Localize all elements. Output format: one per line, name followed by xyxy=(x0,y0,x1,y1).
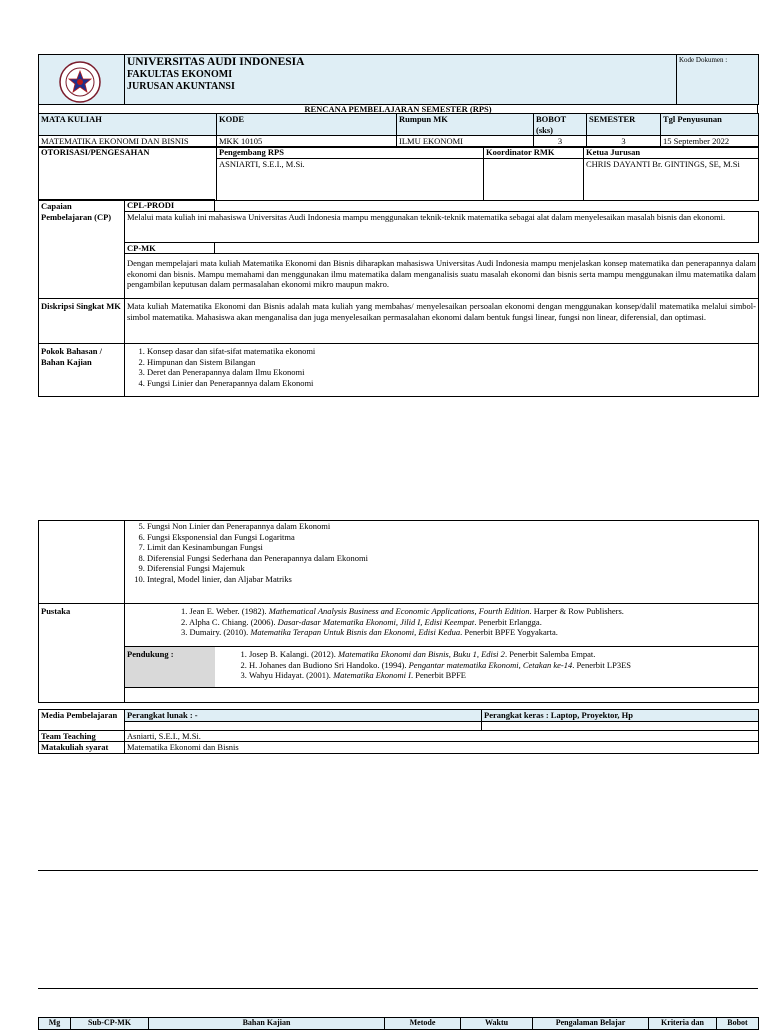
reference-publisher: . Penerbit LP3ES xyxy=(572,659,631,670)
pokok-continued-label xyxy=(39,521,125,604)
reference-item xyxy=(181,617,756,628)
media-software: Perangkat lunak : - xyxy=(125,710,482,722)
schedule-header-cell: Bobot xyxy=(717,1018,759,1030)
reference-title: Matematika Terapan Untuk Bisnis dan Ekonomi, Edisi Kedua xyxy=(250,627,461,637)
schedule-header-cell: Waktu xyxy=(461,1018,533,1030)
doc-code-label: Kode Dokumen : xyxy=(679,56,728,64)
doc-code-cell xyxy=(677,55,759,105)
course-info-table xyxy=(38,113,759,148)
reference-item xyxy=(181,627,756,638)
header-table xyxy=(38,54,759,105)
reference-item xyxy=(249,649,631,660)
deskripsi-label: Diskripsi Singkat MK xyxy=(39,299,125,344)
reference-publisher: . Penerbit BPFE xyxy=(410,670,466,680)
pokok-item: 7. Limit dan Kesinambungan Fungsi xyxy=(147,542,756,553)
pokok-item: 1. Konsep dasar dan sifat-sifat matematika ekonomi xyxy=(147,346,756,357)
pokok-item: 2. Himpunan dan Sistem Bilangan xyxy=(147,357,756,368)
cpmk-label: CP-MK xyxy=(125,242,215,254)
header-tgl: Tgl Penyusunan xyxy=(661,114,759,136)
pustaka-pendukung-list xyxy=(215,649,631,681)
header-rumpun: Rumpun MK xyxy=(397,114,534,136)
koordinator-value xyxy=(484,158,584,200)
pokok-label: Pokok Bahasan / Bahan Kajian xyxy=(39,344,125,397)
header-kode: KODE xyxy=(217,114,397,136)
cpl-label: CPL-PRODI xyxy=(125,200,215,212)
university-name: UNIVERSITAS AUDI INDONESIA xyxy=(127,56,305,68)
syarat-value: Matematika Ekonomi dan Bisnis xyxy=(125,742,759,754)
reference-author: 1. Jean E. Weber. (1982). xyxy=(181,606,269,616)
page-divider xyxy=(38,988,758,989)
cpmk-text: Dengan mempelajari mata kuliah Matematika Ekonomi dan Bisnis diharapkan mahasiswa Universitas Audi Indonesia mampu menjelaskan konsep matematika dan penerapannya dalam ekonomi dan bisnis. Mampu memahami dan menggunakan ilmu matematika dalam menganalisis suatu masalah ekonomi dan bisnis serta mampu menggunakan ilmu matematika dalam pengambilan keputusan dalam permasalahan ekonomi mikro maupun makro. xyxy=(125,254,759,299)
media-software-value xyxy=(125,721,482,730)
pokok-list-2 xyxy=(125,521,759,604)
ketua-label: Ketua Jurusan xyxy=(584,147,759,159)
syarat-label: Matakuliah syarat xyxy=(39,742,125,754)
media-hardware-value xyxy=(482,721,759,730)
reference-publisher: . Harper & Row Publishers. xyxy=(529,606,624,616)
logo-cell xyxy=(39,55,125,105)
koordinator-label: Koordinator RMK xyxy=(484,147,584,159)
schedule-header-cell: Kriteria dan xyxy=(649,1018,717,1030)
reference-publisher: . Penerbit Erlangga. xyxy=(474,616,542,627)
course-date: 15 September 2022 xyxy=(661,136,759,148)
pokok-list-1 xyxy=(125,344,759,397)
pokok-item: 6. Fungsi Eksponensial dan Fungsi Logaritma xyxy=(147,532,756,543)
pustaka-empty-row xyxy=(125,688,759,703)
reference-author: Wahyu Hidayat. (2001). xyxy=(249,670,334,680)
pokok-item: 5. Fungsi Non Linier dan Penerapannya dalam Ekonomi xyxy=(147,521,756,532)
schedule-header-cell: Bahan Kajian xyxy=(149,1018,385,1030)
header-bobot: BOBOT (sks) xyxy=(534,114,587,136)
media-label: Media Pembelajaran xyxy=(39,710,125,731)
otorisasi-label: OTORISASI/PENGESAHAN xyxy=(39,147,217,201)
course-rumpun: ILMU EKONOMI xyxy=(397,136,534,148)
course-code: MKK 10105 xyxy=(217,136,397,148)
cpl-text: Melalui mata kuliah ini mahasiswa Universitas Audi Indonesia mampu menggunakan teknik-teknik matematika sebagai alat dalam menyelesaikan masalah bisnis dan ekonomi. xyxy=(125,211,759,242)
reference-item xyxy=(249,670,631,681)
deskripsi-text: Mata kuliah Matematika Ekonomi dan Bisnis adalah mata kuliah yang membahas/ menyelesaikan persoalan ekonomi dengan menggunakan konsep/dalil matematika melalui simbol-simbol matematika. Mahasiswa akan menganalisa dan juga menyelesaikan permasalahan ekonomi dalam bentuk fungsi linear, fungsi non linear, diferensial, dan optimasi. xyxy=(125,299,759,344)
reference-publisher: . Penerbit Salemba Empat. xyxy=(504,649,596,659)
department-name: JURUSAN AKUNTANSI xyxy=(127,81,235,92)
reference-author: H. Johanes dan Budiono Sri Handoko. (1994). xyxy=(249,659,409,670)
pokok-item: 3. Deret dan Penerapannya dalam Ilmu Ekonomi xyxy=(147,367,756,378)
team-value: Asniarti, S.E.I., M.Si. xyxy=(125,730,759,742)
pustaka-label: Pustaka xyxy=(39,604,125,703)
reference-publisher: . Penerbit BPFE Yogyakarta. xyxy=(460,627,558,637)
pokok-item: 9. Diferensial Fungsi Majemuk xyxy=(147,563,756,574)
capaian-label: Capaian Pembelajaran (CP) xyxy=(39,200,125,299)
header-semester: SEMESTER xyxy=(587,114,661,136)
header-mata-kuliah: MATA KULIAH xyxy=(39,114,217,136)
pendukung-label: Pendukung : xyxy=(125,647,215,687)
capaian-table xyxy=(38,199,759,397)
university-logo-icon xyxy=(59,61,101,103)
media-table xyxy=(38,709,759,754)
pokok-item: 8. Diferensial Fungsi Sederhana dan Penerapannya dalam Ekonomi xyxy=(147,553,756,564)
reference-title: Matematika Ekonomi dan Bisnis, Buku 1, Edisi 2 xyxy=(338,649,505,659)
reference-author: 2. Alpha C. Chiang. (2006). xyxy=(181,616,278,627)
course-bobot: 3 xyxy=(534,136,587,148)
team-label: Team Teaching xyxy=(39,730,125,742)
reference-item xyxy=(181,606,756,617)
reference-author: 3. Dumairy. (2010). xyxy=(181,627,251,637)
reference-title: Mathematical Analysis Business and Economic Applications, Fourth Edition xyxy=(268,606,530,616)
schedule-header-cell: Pengalaman Belajar xyxy=(533,1018,649,1030)
pokok-list xyxy=(127,346,756,388)
ketua-name: CHRIS DAYANTI Br. GINTINGS, SE, M.Si xyxy=(584,158,759,200)
pokok-item: 10. Integral, Model linier, dan Aljabar Matriks xyxy=(147,574,756,585)
schedule-header-cell: Metode xyxy=(385,1018,461,1030)
pokok-item: 4. Fungsi Linier dan Penerapannya dalam Ekonomi xyxy=(147,378,756,389)
pengembang-name: ASNIARTI, S.E.I., M.Si. xyxy=(217,158,484,200)
faculty-name: FAKULTAS EKONOMI xyxy=(127,69,233,80)
page2-table xyxy=(38,520,759,703)
reference-title: Dasar-dasar Matematika Ekonomi, Jilid I, Edisi Keempat xyxy=(277,616,475,627)
reference-item xyxy=(249,660,631,671)
reference-title: Matematika Ekonomi I xyxy=(333,670,411,680)
pustaka-utama xyxy=(125,604,759,647)
schedule-header-cell: Mg xyxy=(39,1018,71,1030)
reference-title: Pengantar matematika Ekonomi, Cetakan ke-14 xyxy=(408,659,573,670)
pokok-list-continued xyxy=(127,521,756,584)
course-semester: 3 xyxy=(587,136,661,148)
schedule-header-cell: Sub-CP-MK xyxy=(71,1018,149,1030)
course-name: MATEMATIKA EKONOMI DAN BISNIS xyxy=(39,136,217,148)
pengembang-label: Pengembang RPS xyxy=(217,147,484,159)
reference-author: Josep B. Kalangi. (2012). xyxy=(249,649,339,659)
otorisasi-table xyxy=(38,146,759,201)
page-divider xyxy=(38,870,758,871)
institution-cell xyxy=(125,55,677,105)
rps-title: RENCANA PEMBELAJARAN SEMESTER (RPS) xyxy=(39,105,758,115)
pustaka-pendukung xyxy=(125,647,759,688)
media-hardware: Perangkat keras : Laptop, Proyektor, Hp xyxy=(482,710,759,722)
pustaka-utama-list xyxy=(181,606,756,638)
